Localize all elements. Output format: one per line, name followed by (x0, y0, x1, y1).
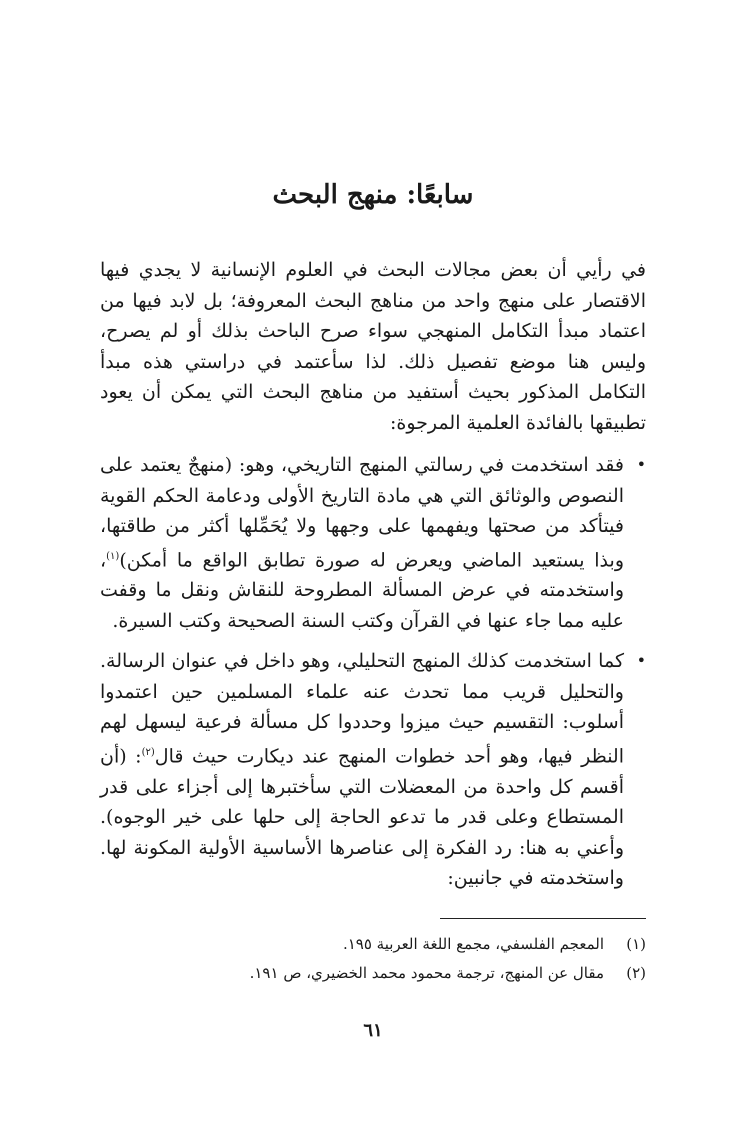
footnote-number: (٢) (626, 964, 646, 982)
footnote (100, 930, 646, 959)
bullet-text-continued: ، واستخدمته في عرض المسألة المطروحة للنقاش ونقل ما وقفت عليه مما جاء عنها في القرآن وكتب السنة الصحيحة وكتب السيرة. (100, 548, 624, 632)
footnote-text: مقال عن المنهج، ترجمة محمود محمد الخضيري، ص ١٩١. (249, 964, 604, 982)
footnotes (100, 930, 646, 988)
footnote-divider (440, 918, 646, 919)
bullet-icon: • (636, 455, 646, 474)
footnote-text: المعجم الفلسفي، مجمع اللغة العربية ١٩٥. (342, 935, 604, 953)
footnote-ref: (٢) (141, 746, 155, 758)
footnote (100, 959, 646, 988)
footnote-ref: (١) (106, 550, 120, 562)
page-number: ٦١ (363, 1020, 383, 1041)
footnote-number: (١) (626, 935, 646, 953)
bullet-text-continued: : (أن أقسم كل واحدة من المعضلات التي سأختبرها إلى أجزاء على قدر المستطاع وعلى قدر ما تدعو الحاجة إلى حلها على خير الوجوه). وأعني به هنا: رد الفكرة إلى عناصرها الأساسية الأولية المكونة لها. واستخدمته في جانبين: (100, 745, 624, 890)
list-item (100, 646, 646, 893)
intro-paragraph: في رأيي أن بعض مجالات البحث في العلوم الإنسانية لا يجدي فيها الاقتصار على منهج واحد من مناهج البحث المعروفة؛ بل لابد فيها من اعتماد مبدأ التكامل المنهجي سواء صرح الباحث بذلك أو لم يصرح، وليس هنا موضع تفصيل ذلك. لذا سأعتمد في دراستي هذه مبدأ التكامل المذكور بحيث أستفيد من مناهج البحث التي يمكن أن يعود تطبيقها بالفائدة العلمية المرجوة: (100, 259, 646, 434)
bullet-text: كما استخدمت كذلك المنهج التحليلي، وهو داخل في عنوان الرسالة. والتحليل قريب مما تحدث عنه علماء المسلمين حين اعتمدوا أسلوب: التقسيم حيث ميزوا وحددوا كل مسألة فرعية ليسهل لهم النظر فيها، وهو أحد خطوات المنهج عند ديكارت حيث قال (100, 650, 624, 768)
bullet-text: فقد استخدمت في رسالتي المنهج التاريخي، وهو: (منهجٌ يعتمد على النصوص والوثائق التي هي مادة التاريخ الأولى ودعامة الحكم القوية فيتأكد من صحتها ويفهمها على وجهها ولا يُحَمِّلها أكثر من طاقتها، وبذا يستعيد الماضي ويعرض له صورة تطابق الواقع ما أمكن) (100, 454, 624, 571)
bullet-list (100, 450, 646, 904)
section-title: سابعًا: منهج البحث (272, 180, 474, 210)
bullet-icon: • (636, 651, 646, 671)
list-item (100, 450, 646, 636)
